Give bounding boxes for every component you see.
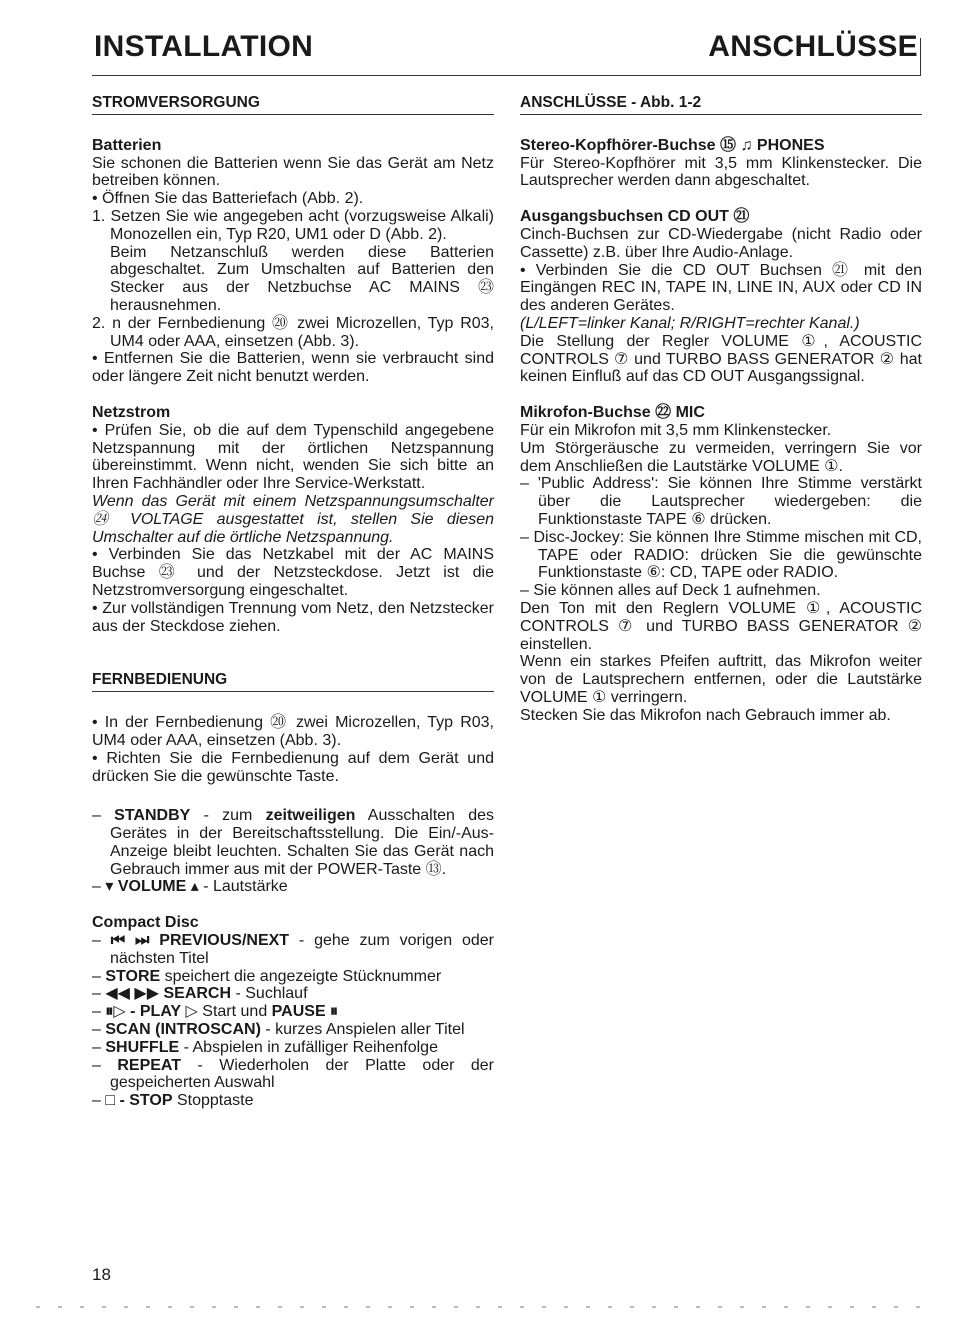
cd-key-item: – ◀◀ ▶▶ SEARCH - Suchlauf	[92, 985, 308, 1003]
section-heading-remote: FERNBEDIENUNG	[92, 671, 494, 692]
standby-key-2: zeitweiligen	[265, 807, 356, 825]
left-column	[92, 94, 494, 1110]
cd-key-item: – ⏮ ⏭ PREVIOUS/NEXT - gehe zum vorigen oder nächsten Titel	[92, 932, 494, 967]
battery-step-2: 2. n der Fernbedienung ⑳ zwei Microzellen, Typ R03, UM4 oder AAA, einsetzen (Abb. 3).	[92, 314, 494, 350]
battery-bullet-1: • Öffnen Sie das Batteriefach (Abb. 2).	[92, 190, 364, 208]
page-title-installation: INSTALLATION	[94, 30, 314, 63]
title-tick	[920, 38, 921, 76]
subheading-cd-out: Ausgangsbuchsen CD OUT ㉑	[520, 208, 750, 226]
standby-item: – STANDBY - zum zeitweiligen Ausschalten des Gerätes in der Bereitschaftsstellung. Die Ein/-Aus-Anzeige bleibt leuchten. Schalten Sie das Gerät nach Gebrauch immer aus mit der POWER-Taste ⑬.	[92, 807, 494, 878]
standby-key: STANDBY	[114, 807, 191, 825]
mic-dash-2: – Disc-Jockey: Sie können Ihre Stimme mischen mit CD, TAPE oder RADIO: drücken Sie die gewünschte Funktionstaste ⑥: CD, TAPE oder RADIO.	[520, 528, 922, 582]
cd-key-item: – □ - STOP Stopptaste	[92, 1092, 254, 1110]
scan-artifact-line	[36, 1306, 936, 1308]
cd-key-item: – SHUFFLE - Abspielen in zufälliger Reihenfolge	[92, 1038, 438, 1056]
mains-bullet-1: • Prüfen Sie, ob die auf dem Typenschild angegebene Netzspannung mit der örtlichen Netzspannung übereinstimmt. Wenn nicht, wenden Sie sich bitte an Ihren Fachhändler oder Ihre Service-Werkstatt.	[92, 421, 494, 493]
mains-bullet-2: • Verbinden Sie das Netzkabel mit der AC MAINS Buchse ㉓ und der Netzsteckdose. Jetzt ist die Netzstromversorgung eingeschaltet.	[92, 546, 494, 599]
cd-key-item: – SCAN (INTROSCAN) - kurzes Anspielen aller Titel	[92, 1021, 465, 1039]
section-heading-connections: ANSCHLÜSSE - Abb. 1-2	[520, 94, 922, 115]
right-column	[520, 94, 922, 725]
cdout-text-2: Die Stellung der Regler VOLUME ①, ACOUSTIC CONTROLS ⑦ und TURBO BASS GENERATOR ② hat keinen Einfluß auf das CD OUT Ausgangssignal.	[520, 332, 923, 386]
battery-step-1-note: Beim Netzanschluß werden diese Batterien abgeschaltet. Zum Umschalten auf Batterien den Stecker aus der Netzbuchse AC MAINS ㉓ herausnehmen.	[110, 243, 494, 314]
page-number: 18	[92, 1265, 111, 1284]
phones-text: Für Stereo-Kopfhörer mit 3,5 mm Klinkenstecker. Die Lautsprecher werden dann abgeschaltet.	[520, 154, 922, 190]
volume-key: ▾ VOLUME ▴	[105, 878, 199, 896]
remote-bullet-2: • Richten Sie die Fernbedienung auf dem Gerät und drücken Sie die gewünschte Taste.	[92, 749, 494, 785]
cd-key-list	[92, 932, 494, 1110]
cd-key-item: – STORE speichert die angezeigte Stücknummer	[92, 967, 442, 985]
cdout-text-1: Cinch-Buchsen zur CD-Wiedergabe (nicht Radio oder Cassette) z.B. über Ihre Audio-Anlage.	[520, 225, 922, 261]
mic-text-1: Für ein Mikrofon mit 3,5 mm Klinkenstecker.	[520, 421, 832, 439]
battery-step-1: 1. Setzen Sie wie angegeben acht (vorzugsweise Alkali) Monozellen ein, Typ R20, UM1 oder D (Abb. 2).	[92, 207, 494, 243]
page-title-anschluesse: ANSCHLÜSSE	[708, 30, 918, 63]
subheading-mains: Netzstrom	[92, 403, 171, 421]
mic-text-2: Um Störgeräusche zu vermeiden, verringern Sie vor dem Anschließen die Lautstärke VOLUME ①.	[520, 439, 922, 475]
battery-bullet-2: • Entfernen Sie die Batterien, wenn sie verbraucht sind oder längere Zeit nicht benutzt werden.	[92, 350, 494, 386]
title-rule	[92, 75, 920, 76]
mains-bullet-3: • Zur vollständigen Trennung vom Netz, den Netzstecker aus der Steckdose ziehen.	[92, 599, 494, 635]
cdout-channel-note: (L/LEFT=linker Kanal; R/RIGHT=rechter Kanal.)	[520, 314, 860, 332]
mains-voltage-note: Wenn das Gerät mit einem Netzspannungsumschalter ㉔ VOLTAGE ausgestattet ist, stellen Sie diesen Umschalter auf die örtliche Netzspannung.	[92, 492, 494, 546]
remote-bullet-1: • In der Fernbedienung ⑳ zwei Microzellen, Typ R03, UM4 oder AAA, einsetzen (Abb. 3).	[92, 714, 494, 749]
cdout-bullet: • Verbinden Sie die CD OUT Buchsen ㉑ mit den Eingängen REC IN, TAPE IN, LINE IN, AUX oder CD IN des anderen Gerätes.	[520, 261, 922, 315]
subheading-compact-disc: Compact Disc	[92, 914, 199, 932]
mic-dash-1: – 'Public Address': Sie können Ihre Stimme verstärkt über die Lautsprecher wiedergeben: die Funktionstaste TAPE ⑥ drücken.	[520, 475, 922, 528]
subheading-phones: Stereo-Kopfhörer-Buchse ⑮ ♫ PHONES	[520, 136, 825, 154]
mic-dash-3: – Sie können alles auf Deck 1 aufnehmen.	[520, 582, 821, 600]
subheading-batteries: Batterien	[92, 136, 162, 154]
subheading-mic: Mikrofon-Buchse ㉒ MIC	[520, 404, 705, 422]
mic-text-5: Stecken Sie das Mikrofon nach Gebrauch immer ab.	[520, 706, 891, 724]
cd-key-item: – REPEAT - Wiederholen der Platte oder der gespeicherten Auswahl	[92, 1056, 494, 1092]
section-heading-power: STROMVERSORGUNG	[92, 94, 494, 115]
cd-key-item: – ⏸▷ - PLAY ▷ Start und PAUSE ⏸	[92, 1003, 339, 1021]
mic-text-4: Wenn ein starkes Pfeifen auftritt, das Mikrofon weiter von de Lautsprechern entfernen, oder die Lautstärke VOLUME ① verringern.	[520, 653, 922, 706]
mic-text-3: Den Ton mit den Reglern VOLUME ①, ACOUSTIC CONTROLS ⑦ und TURBO BASS GENERATOR ② einstellen.	[520, 599, 922, 653]
volume-item: – ▾ VOLUME ▴ - Lautstärke	[92, 878, 288, 896]
battery-intro: Sie schonen die Batterien wenn Sie das Gerät am Netz betreiben können.	[92, 154, 494, 190]
